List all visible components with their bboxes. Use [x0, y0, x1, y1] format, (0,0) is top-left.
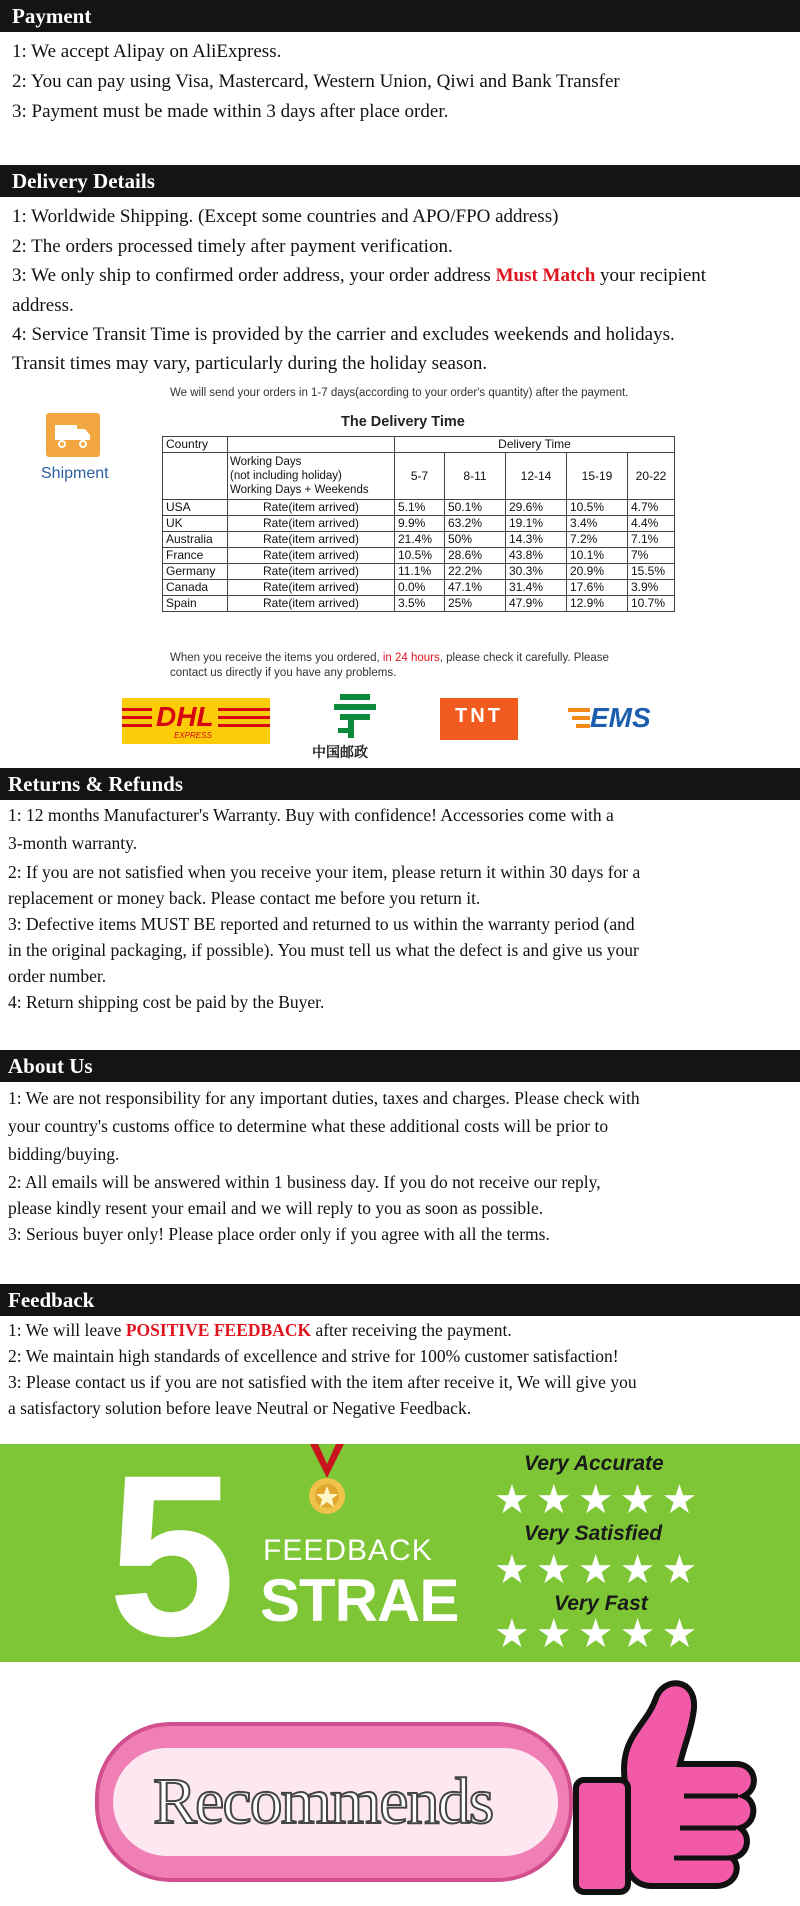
recommends-text: Recommends	[153, 1765, 493, 1838]
country-header: Country	[163, 437, 228, 453]
big-five-number: 5	[108, 1444, 236, 1662]
range-header: 8-11	[445, 453, 506, 500]
feedback-line: 2: We maintain high standards of excellence and strive for 100% customer satisfaction!	[8, 1346, 619, 1366]
rate-value-cell: 10.1%	[567, 548, 628, 564]
delivery-line-text: your recipient	[595, 265, 707, 286]
delivery-line: Transit times may vary, particularly during the holiday season.	[12, 353, 488, 374]
rate-value-cell: 7.2%	[567, 532, 628, 548]
range-header: 12-14	[506, 453, 567, 500]
rate-label-cell: Rate(item arrived)	[228, 596, 395, 612]
returns-line: 3-month warranty.	[8, 833, 138, 853]
delivery-line: 1: Worldwide Shipping. (Except some countries and APO/FPO address)	[12, 206, 559, 227]
delivery-time-header: Delivery Time	[395, 437, 675, 453]
china-post-text: 中国邮政	[312, 745, 368, 761]
strae-word: STRAE	[260, 1567, 459, 1634]
rate-label-cell: Rate(item arrived)	[228, 548, 395, 564]
rate-value-cell: 29.6%	[506, 500, 567, 516]
rate-value-cell: 3.5%	[395, 596, 445, 612]
feedback-line	[8, 1318, 512, 1342]
delivery-line: 2: The orders processed timely after payment verification.	[12, 236, 453, 257]
rate-value-cell: 20.9%	[567, 564, 628, 580]
range-header: 20-22	[628, 453, 675, 500]
table-title: The Delivery Time	[341, 414, 465, 430]
very-fast-label: Very Fast	[554, 1592, 648, 1615]
five-star-banner	[0, 1444, 800, 1662]
feedback-text: after receiving the payment.	[311, 1320, 512, 1340]
payment-line: 3: Payment must be made within 3 days after place order.	[12, 101, 449, 122]
must-match-highlight: Must Match	[495, 265, 596, 286]
rate-label-cell: Rate(item arrived)	[228, 500, 395, 516]
table-row	[163, 500, 675, 516]
rate-value-cell: 10.5%	[395, 548, 445, 564]
about-line: bidding/buying.	[8, 1144, 120, 1164]
dhl-text: DHL	[152, 702, 218, 732]
feedback-text: 1: We will leave	[8, 1320, 126, 1340]
recommends-inner	[113, 1748, 558, 1856]
rate-value-cell: 9.9%	[395, 516, 445, 532]
very-accurate-label: Very Accurate	[524, 1452, 664, 1475]
rate-value-cell: 19.1%	[506, 516, 567, 532]
rate-label-cell: Rate(item arrived)	[228, 516, 395, 532]
payment-line: 1: We accept Alipay on AliExpress.	[12, 41, 282, 62]
rate-value-cell: 50%	[445, 532, 506, 548]
payment-header: Payment	[0, 0, 800, 32]
rate-value-cell: 11.1%	[395, 564, 445, 580]
note-text: When you receive the items you ordered,	[170, 652, 383, 664]
table-row	[163, 548, 675, 564]
delivery-note-bottom: contact us directly if you have any problems.	[170, 667, 397, 679]
about-line: your country's customs office to determine what these additional costs will be prior to	[8, 1116, 609, 1136]
country-cell: UK	[163, 516, 228, 532]
rate-value-cell: 4.4%	[628, 516, 675, 532]
country-cell: Spain	[163, 596, 228, 612]
delivery-line-must-match	[12, 264, 706, 288]
returns-line: 1: 12 months Manufacturer's Warranty. Buy with confidence! Accessories come with a	[8, 805, 614, 825]
about-line: 1: We are not responsibility for any important duties, taxes and charges. Please check with	[8, 1088, 640, 1108]
about-line: 2: All emails will be answered within 1 business day. If you do not receive our reply,	[8, 1172, 601, 1192]
tnt-logo	[440, 698, 518, 740]
table-row	[163, 580, 675, 596]
rate-label-cell: Rate(item arrived)	[228, 532, 395, 548]
table-row	[163, 532, 675, 548]
feedback-header: Feedback	[0, 1284, 800, 1316]
rate-value-cell: 25%	[445, 596, 506, 612]
rate-value-cell: 12.9%	[567, 596, 628, 612]
about-line: 3: Serious buyer only! Please place order only if you agree with all the terms.	[8, 1224, 550, 1244]
table-row	[163, 564, 675, 580]
dhl-express-text: EXPRESS	[174, 731, 212, 740]
rate-value-cell: 21.4%	[395, 532, 445, 548]
country-cell: Germany	[163, 564, 228, 580]
returns-line: 2: If you are not satisfied when you receive your item, please return it within 30 days for a	[8, 862, 641, 882]
rate-value-cell: 3.9%	[628, 580, 675, 596]
rate-value-cell: 15.5%	[628, 564, 675, 580]
working-days-line: Working Days + Weekends	[230, 484, 369, 496]
working-days-line: (not including holiday)	[230, 470, 342, 482]
recommends-badge	[95, 1722, 573, 1882]
rate-value-cell: 43.8%	[506, 548, 567, 564]
about-line: please kindly resent your email and we will reply to you as soon as possible.	[8, 1198, 544, 1218]
country-cell: USA	[163, 500, 228, 516]
tnt-text: TNT	[455, 705, 503, 727]
shipment-icon	[46, 413, 100, 457]
payment-line: 2: You can pay using Visa, Mastercard, Western Union, Qiwi and Bank Transfer	[12, 71, 620, 92]
rate-value-cell: 3.4%	[567, 516, 628, 532]
country-cell: Canada	[163, 580, 228, 596]
delivery-line-text: 3: We only ship to confirmed order address, your order address	[12, 265, 496, 286]
delivery-header: Delivery Details	[0, 165, 800, 197]
rate-value-cell: 7%	[628, 548, 675, 564]
star-rating-icon: ★★★★★	[494, 1477, 704, 1523]
delivery-line: address.	[12, 295, 74, 316]
star-rating-icon: ★★★★★	[494, 1611, 704, 1657]
about-header: About Us	[0, 1050, 800, 1082]
medal-icon	[302, 1444, 352, 1529]
table-row	[163, 596, 675, 612]
dhl-logo	[122, 698, 270, 744]
rate-value-cell: 4.7%	[628, 500, 675, 516]
ems-logo	[568, 700, 678, 740]
rate-value-cell: 14.3%	[506, 532, 567, 548]
rate-value-cell: 47.1%	[445, 580, 506, 596]
very-satisfied-label: Very Satisfied	[524, 1522, 663, 1545]
delivery-note-bottom	[170, 652, 609, 664]
note-highlight: in 24 hours	[382, 652, 440, 664]
delivery-note-top: We will send your orders in 1-7 days(according to your order's quantity) after the payment.	[170, 387, 629, 399]
positive-feedback-highlight: POSITIVE FEEDBACK	[125, 1320, 312, 1340]
rate-value-cell: 31.4%	[506, 580, 567, 596]
rate-value-cell: 10.5%	[567, 500, 628, 516]
rate-value-cell: 63.2%	[445, 516, 506, 532]
returns-line: 3: Defective items MUST BE reported and returned to us within the warranty period (and	[8, 914, 635, 934]
returns-line: 4: Return shipping cost be paid by the Buyer.	[8, 992, 325, 1012]
returns-line: in the original packaging, if possible). You must tell us what the defect is and give us your	[8, 940, 639, 960]
working-days-line: Working Days	[230, 456, 302, 468]
delivery-time-table	[162, 436, 675, 612]
rate-label-cell: Rate(item arrived)	[228, 564, 395, 580]
rate-value-cell: 17.6%	[567, 580, 628, 596]
feedback-line: 3: Please contact us if you are not satisfied with the item after receive it, We will give you	[8, 1372, 637, 1392]
feedback-line: a satisfactory solution before leave Neutral or Negative Feedback.	[8, 1398, 472, 1418]
rate-value-cell: 47.9%	[506, 596, 567, 612]
note-text: , please check it carefully. Please	[439, 652, 609, 664]
range-header: 5-7	[395, 453, 445, 500]
china-post-logo	[310, 690, 400, 760]
table-row	[163, 516, 675, 532]
returns-header: Returns & Refunds	[0, 768, 800, 800]
star-rating-icon: ★★★★★	[494, 1547, 704, 1593]
returns-line: order number.	[8, 966, 107, 986]
range-header: 15-19	[567, 453, 628, 500]
rate-value-cell: 22.2%	[445, 564, 506, 580]
rate-value-cell: 10.7%	[628, 596, 675, 612]
delivery-line: 4: Service Transit Time is provided by the carrier and excludes weekends and holidays.	[12, 324, 675, 345]
rate-value-cell: 50.1%	[445, 500, 506, 516]
rate-value-cell: 30.3%	[506, 564, 567, 580]
rate-label-cell: Rate(item arrived)	[228, 580, 395, 596]
returns-line: replacement or money back. Please contact me before you return it.	[8, 888, 481, 908]
country-cell: France	[163, 548, 228, 564]
feedback-word: FEEDBACK	[263, 1534, 433, 1567]
thumbs-up-icon	[556, 1668, 766, 1903]
shipment-label: Shipment	[41, 465, 109, 482]
country-cell: Australia	[163, 532, 228, 548]
rate-value-cell: 5.1%	[395, 500, 445, 516]
rate-value-cell: 28.6%	[445, 548, 506, 564]
rate-value-cell: 0.0%	[395, 580, 445, 596]
ems-text: EMS	[590, 702, 651, 733]
working-days-cell	[228, 453, 395, 500]
rate-value-cell: 7.1%	[628, 532, 675, 548]
